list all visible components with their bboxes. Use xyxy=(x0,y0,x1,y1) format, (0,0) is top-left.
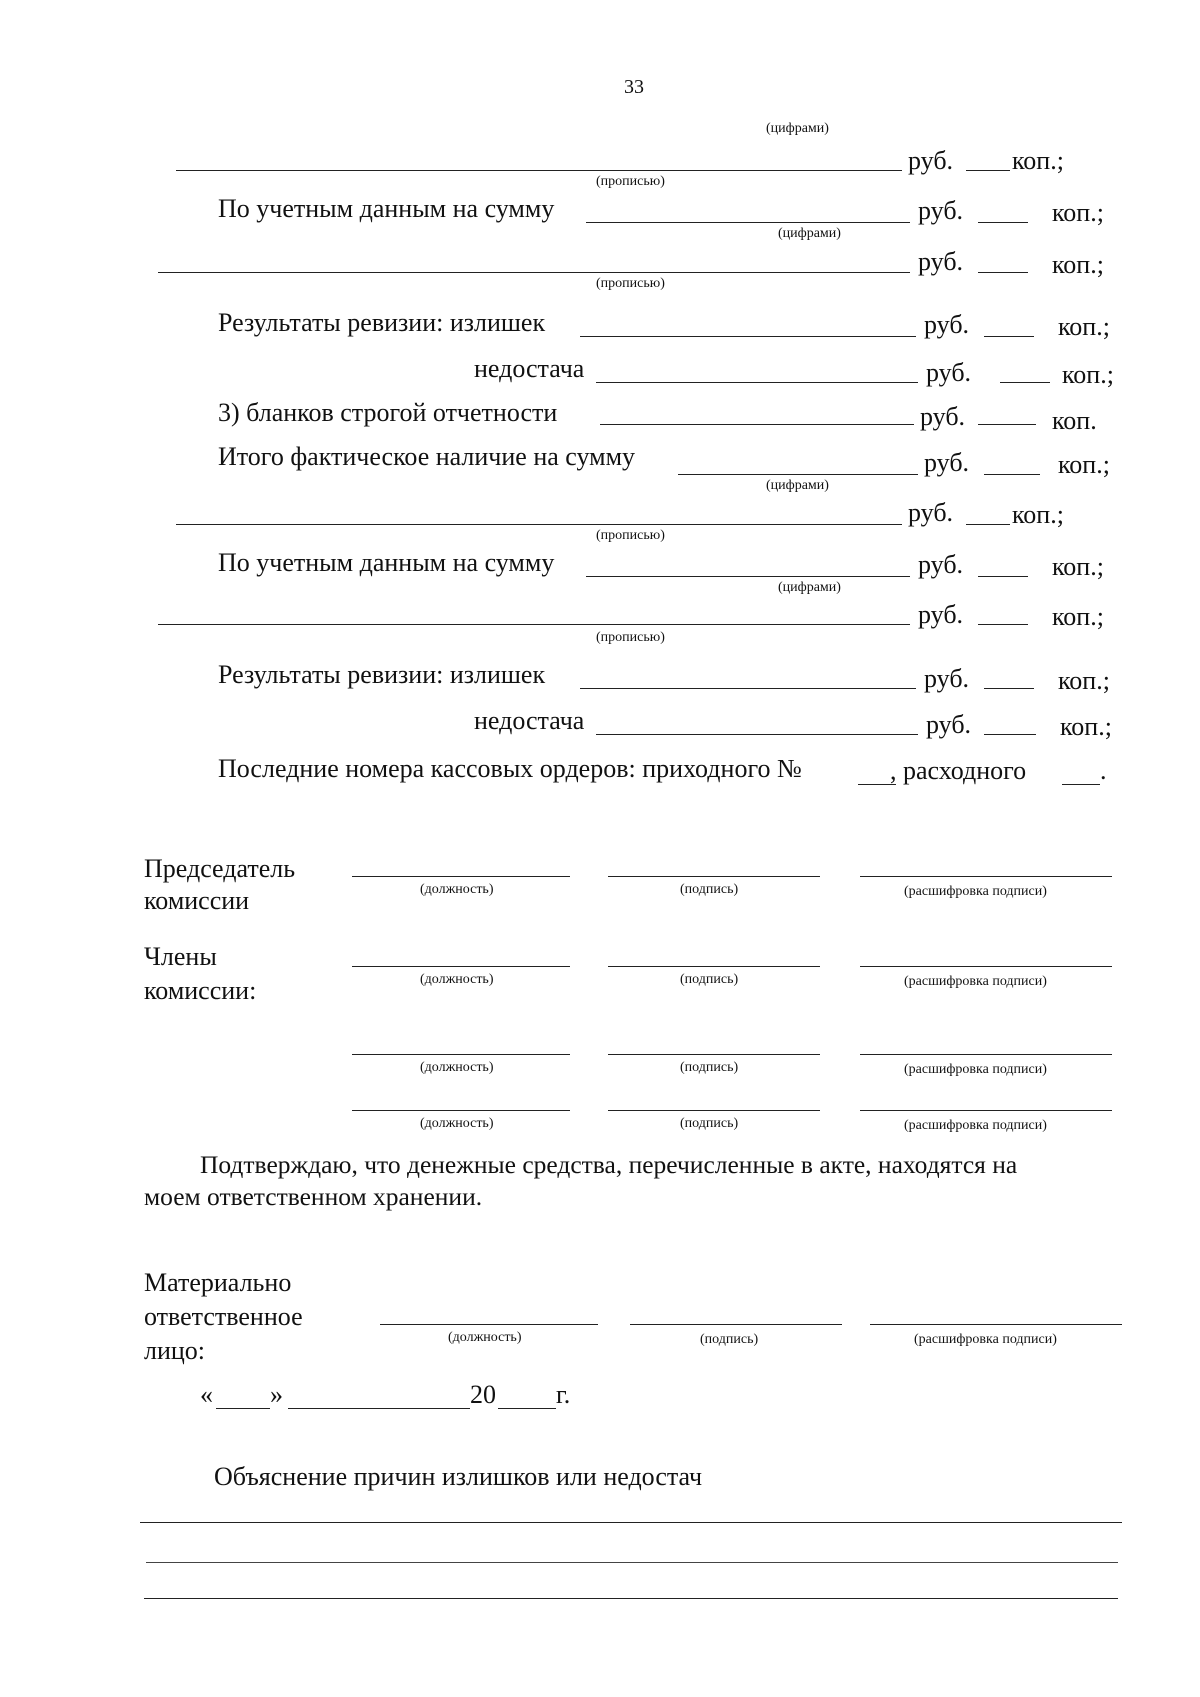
by-records-digits-line[interactable] xyxy=(586,222,910,223)
by-records-label: По учетным данным на сумму xyxy=(218,548,555,577)
responsible-label-line3: лицо: xyxy=(144,1336,206,1365)
kop-label: коп.; xyxy=(1052,552,1104,581)
date-open-quote: « xyxy=(200,1380,213,1409)
audit-surplus-label: Результаты ревизии: излишек xyxy=(218,308,546,337)
rub-label: руб. xyxy=(918,600,964,629)
audit-surplus-label: Результаты ревизии: излишек xyxy=(218,660,546,689)
kop-label: коп. xyxy=(1052,406,1097,435)
kop-blank[interactable] xyxy=(978,624,1028,625)
caption-signature-decoding: (расшифровка подписи) xyxy=(904,974,1047,989)
shortage-amount-line[interactable] xyxy=(596,734,918,735)
hint-in-digits: (цифрами) xyxy=(766,121,829,136)
caption-signature: (подпись) xyxy=(700,1332,759,1347)
caption-signature-decoding: (расшифровка подписи) xyxy=(904,1118,1047,1133)
date-year-suffix: г. xyxy=(556,1380,571,1409)
kop-label: коп.; xyxy=(1052,602,1104,631)
rub-label: руб. xyxy=(926,358,972,387)
kop-blank[interactable] xyxy=(984,336,1034,337)
caption-signature: (подпись) xyxy=(680,882,739,897)
caption-signature-decoding: (расшифровка подписи) xyxy=(914,1332,1057,1347)
hint-in-words: (прописью) xyxy=(596,174,665,189)
kop-blank[interactable] xyxy=(978,576,1028,577)
rub-label: руб. xyxy=(908,146,954,175)
member2-decoding-line[interactable] xyxy=(860,1054,1112,1055)
chairman-position-line[interactable] xyxy=(352,876,570,877)
page-number: 33 xyxy=(624,76,644,98)
member3-decoding-line[interactable] xyxy=(860,1110,1112,1111)
hint-in-words: (прописью) xyxy=(596,630,665,645)
responsible-signature-line[interactable] xyxy=(630,1324,842,1325)
surplus-amount-line[interactable] xyxy=(580,336,916,337)
caption-signature-decoding: (расшифровка подписи) xyxy=(904,1062,1047,1077)
hint-in-digits: (цифрами) xyxy=(778,580,841,595)
rub-label: руб. xyxy=(920,402,966,431)
confirm-text-line2: моем ответственном хранении. xyxy=(144,1182,483,1211)
member2-position-line[interactable] xyxy=(352,1054,570,1055)
rub-label: руб. xyxy=(918,196,964,225)
amount-words-line[interactable] xyxy=(176,170,902,171)
date-year-blank[interactable] xyxy=(498,1408,556,1409)
explanation-line-2[interactable] xyxy=(146,1562,1118,1563)
kop-blank[interactable] xyxy=(1000,382,1050,383)
caption-signature-decoding: (расшифровка подписи) xyxy=(904,884,1047,899)
kop-label: коп.; xyxy=(1012,500,1064,529)
outgoing-order-label: , расходного xyxy=(890,756,1027,785)
kop-label: коп.; xyxy=(1012,146,1064,175)
hint-in-words: (прописью) xyxy=(596,276,665,291)
date-day-blank[interactable] xyxy=(216,1408,270,1409)
member2-signature-line[interactable] xyxy=(608,1054,820,1055)
hint-in-digits: (цифрами) xyxy=(766,478,829,493)
kop-blank[interactable] xyxy=(966,170,1010,171)
amount-words-line[interactable] xyxy=(158,624,910,625)
caption-position: (должность) xyxy=(420,1060,494,1075)
members-label-line1: Члены xyxy=(144,942,217,971)
explanation-line-1[interactable] xyxy=(140,1522,1122,1523)
kop-blank[interactable] xyxy=(984,734,1036,735)
responsible-label-line1: Материально xyxy=(144,1268,292,1297)
rub-label: руб. xyxy=(924,664,970,693)
caption-position: (должность) xyxy=(420,972,494,987)
period: . xyxy=(1100,756,1107,785)
caption-position: (должность) xyxy=(420,882,494,897)
kop-blank[interactable] xyxy=(984,474,1040,475)
chairman-signature-line[interactable] xyxy=(608,876,820,877)
explanation-line-3[interactable] xyxy=(144,1598,1118,1599)
kop-label: коп.; xyxy=(1058,450,1110,479)
shortage-label: недостача xyxy=(474,354,585,383)
rub-label: руб. xyxy=(918,550,964,579)
kop-blank[interactable] xyxy=(978,272,1028,273)
shortage-label: недостача xyxy=(474,706,585,735)
date-month-blank[interactable] xyxy=(288,1408,470,1409)
kop-label: коп.; xyxy=(1058,312,1110,341)
by-records-digits-line[interactable] xyxy=(586,576,910,577)
rub-label: руб. xyxy=(918,247,964,276)
caption-signature: (подпись) xyxy=(680,972,739,987)
responsible-label-line2: ответственное xyxy=(144,1302,303,1331)
rub-label: руб. xyxy=(926,710,972,739)
kop-label: коп.; xyxy=(1062,360,1114,389)
kop-label: коп.; xyxy=(1052,198,1104,227)
total-digits-line[interactable] xyxy=(678,474,918,475)
kop-label: коп.; xyxy=(1058,666,1110,695)
caption-position: (должность) xyxy=(420,1116,494,1131)
strict-forms-amount-line[interactable] xyxy=(600,424,914,425)
member3-signature-line[interactable] xyxy=(608,1110,820,1111)
kop-blank[interactable] xyxy=(978,424,1036,425)
hint-in-digits: (цифрами) xyxy=(778,226,841,241)
outgoing-order-number-blank[interactable] xyxy=(1062,784,1100,785)
date-year-prefix: 20 xyxy=(470,1380,496,1409)
caption-position: (должность) xyxy=(448,1330,522,1345)
last-orders-label: Последние номера кассовых ордеров: приходного № xyxy=(218,754,802,783)
kop-blank[interactable] xyxy=(978,222,1028,223)
rub-label: руб. xyxy=(924,310,970,339)
member1-signature-line[interactable] xyxy=(608,966,820,967)
confirm-text-line1: Подтверждаю, что денежные средства, перечисленные в акте, находятся на xyxy=(200,1150,1018,1179)
hint-in-words: (прописью) xyxy=(596,528,665,543)
rub-label: руб. xyxy=(908,498,954,527)
amount-words-line[interactable] xyxy=(158,272,910,273)
chairman-decoding-line[interactable] xyxy=(860,876,1112,877)
explanation-title: Объяснение причин излишков или недостач xyxy=(214,1462,703,1491)
kop-label: коп.; xyxy=(1052,250,1104,279)
member1-position-line[interactable] xyxy=(352,966,570,967)
surplus-amount-line[interactable] xyxy=(580,688,916,689)
member1-decoding-line[interactable] xyxy=(860,966,1112,967)
kop-blank[interactable] xyxy=(966,524,1010,525)
caption-signature: (подпись) xyxy=(680,1116,739,1131)
caption-signature: (подпись) xyxy=(680,1060,739,1075)
date-close-quote: » xyxy=(270,1380,283,1409)
total-actual-label: Итого фактическое наличие на сумму xyxy=(218,442,636,471)
shortage-amount-line[interactable] xyxy=(596,382,918,383)
chairman-label-line2: комиссии xyxy=(144,886,250,915)
kop-label: коп.; xyxy=(1060,712,1112,741)
rub-label: руб. xyxy=(924,448,970,477)
kop-blank[interactable] xyxy=(984,688,1034,689)
chairman-label-line1: Председатель xyxy=(144,854,296,883)
members-label-line2: комиссии: xyxy=(144,976,257,1005)
by-records-label: По учетным данным на сумму xyxy=(218,194,555,223)
responsible-position-line[interactable] xyxy=(380,1324,598,1325)
amount-words-line[interactable] xyxy=(176,524,902,525)
member3-position-line[interactable] xyxy=(352,1110,570,1111)
responsible-decoding-line[interactable] xyxy=(870,1324,1122,1325)
strict-forms-label: 3) бланков строгой отчетности xyxy=(218,398,558,427)
